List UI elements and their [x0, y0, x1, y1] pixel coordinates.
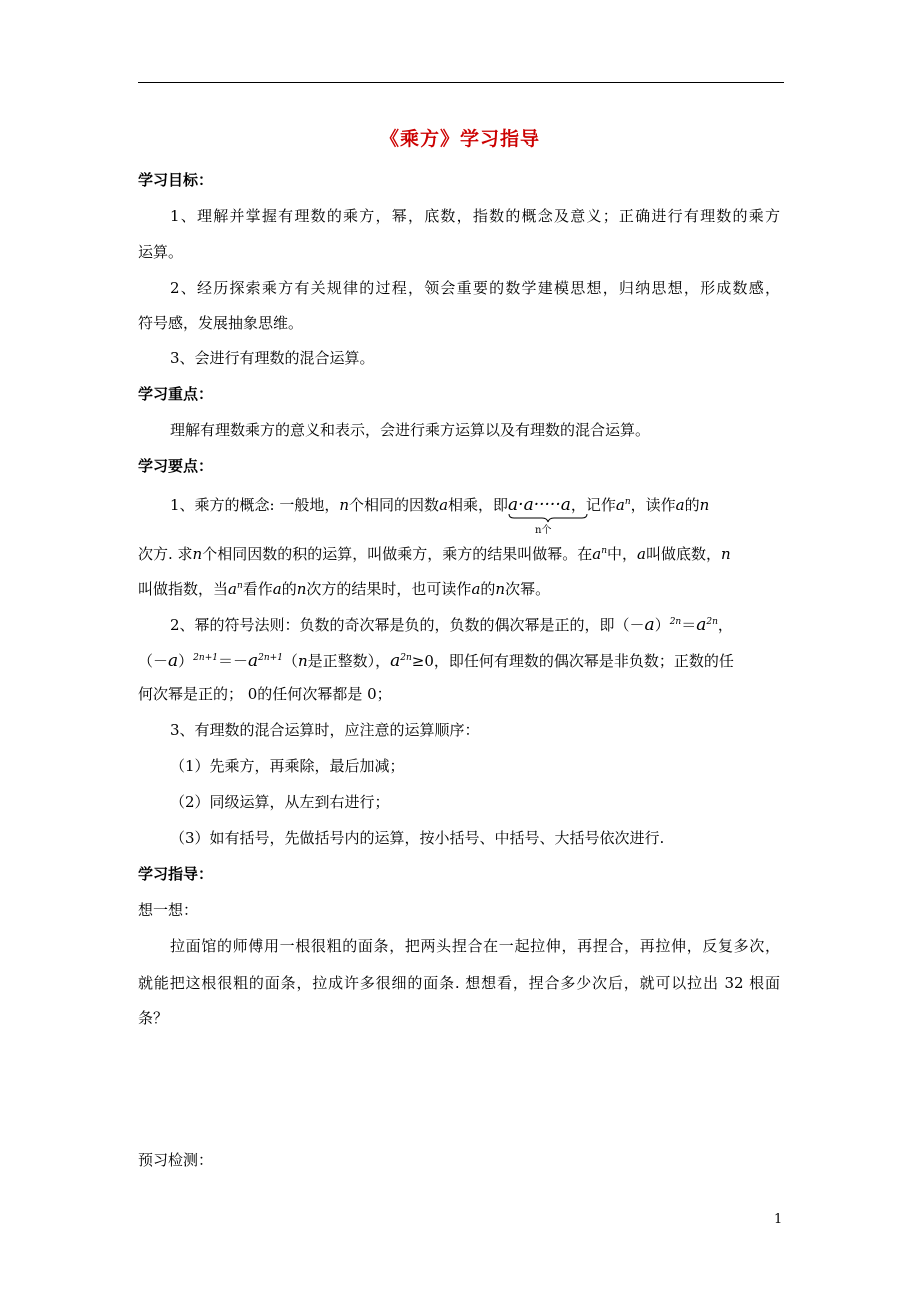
objective-1-line-2: 运算。: [138, 243, 184, 261]
text: ）: [178, 652, 194, 670]
text: ，读作: [630, 496, 676, 514]
var-n: n: [495, 580, 506, 598]
text: 2、幂的符号法则：负数的奇次幂是负的，负数的偶次幂是正的，即（－: [170, 616, 645, 634]
objective-2-line-1: 2、经历探索乘方有关规律的过程，领会重要的数学建模思想，归纳思想，形成数感，: [170, 279, 780, 297]
order-item-1: （1）先乘方，再乘除，最后加减；: [170, 757, 405, 775]
exponent: 2n+1: [193, 653, 218, 663]
var-n: n: [297, 652, 308, 670]
var-a: a: [615, 496, 625, 514]
product-expression: [508, 495, 571, 536]
var-a: a: [675, 496, 685, 514]
var-a: a: [390, 651, 401, 671]
text: 中，: [606, 545, 637, 563]
objective-1-line-1: 1、理解并掌握有理数的乘方，幂，底数，指数的概念及意义；正确进行有理数的乘方: [170, 207, 780, 225]
text: 的: [480, 580, 496, 598]
var-a: a: [471, 580, 481, 598]
objective-3: 3、会进行有理数的混合运算。: [170, 349, 375, 367]
text: ，记作: [570, 496, 616, 514]
key-points-heading: 学习重点：: [138, 385, 214, 403]
power-concept-line-2: [138, 541, 731, 564]
var-a: a: [637, 545, 646, 563]
var-n: n: [720, 545, 731, 563]
text: ，: [717, 616, 733, 634]
var-a: a: [439, 496, 449, 514]
var-n: n: [296, 580, 307, 598]
underbrace-label: n个: [535, 525, 552, 536]
key-points-text: 理解有理数乘方的意义和表示，会进行乘方运算以及有理数的混合运算。: [170, 421, 651, 439]
preview-test-label: 预习检测：: [138, 1151, 214, 1169]
objective-2-line-2: 符号感，发展抽象思维。: [138, 314, 304, 332]
order-item-3: （3）如有括号，先做括号内的运算，按小括号、中括号、大括号依次进行.: [170, 829, 665, 847]
exponent: 2n: [400, 653, 412, 663]
text: 次方. 求: [138, 545, 193, 563]
product-formula: a·a·····a: [508, 495, 571, 515]
guidance-heading: 学习指导：: [138, 865, 214, 883]
text: 的: [281, 580, 297, 598]
sign-rule-line-3: 何次幂是正的； 0的任何次幂都是 0；: [138, 685, 392, 703]
var-n: n: [192, 545, 203, 563]
text: 个相同因数的积的运算，叫做乘方，乘方的结果叫做幂。在: [202, 545, 593, 563]
var-a: a: [592, 545, 602, 563]
text: （－: [138, 652, 169, 670]
exponent: 2n+1: [258, 653, 283, 663]
think-label: 想一想：: [138, 901, 199, 919]
var-a: a: [644, 615, 655, 635]
var-a: a: [247, 651, 259, 671]
var-a: a: [168, 651, 179, 671]
exponent: 2n: [669, 617, 682, 627]
story-line-2: 就能把这根很粗的面条，拉成许多很细的面条. 想想看，捏合多少次后，就可以拉出 32 根面: [138, 974, 780, 992]
text: 次幂。: [505, 580, 551, 598]
text: 叫做指数，当: [138, 580, 229, 598]
text: 看作: [242, 580, 273, 598]
text: 相乘，即: [448, 496, 509, 514]
sign-rule-line-2: [138, 648, 734, 671]
text: ）: [654, 616, 670, 634]
exponent: 2n: [706, 617, 718, 627]
document-title: 《乘方》学习指导: [379, 128, 540, 150]
var-a: a: [696, 615, 707, 635]
text: ≥0，即任何有理数的偶次幂是非负数；正数的任: [411, 652, 734, 670]
story-line-3: 条？: [138, 1009, 169, 1027]
text: 个相同的因数: [349, 496, 440, 514]
exponent-n: n: [601, 546, 607, 556]
text: ＝: [681, 616, 697, 634]
essentials-heading: 学习要点：: [138, 457, 214, 475]
sign-rule-line-1: [170, 612, 733, 635]
power-concept-line-1: [170, 492, 710, 536]
var-n: n: [339, 496, 350, 514]
order-item-2: （2）同级运算，从左到右进行；: [170, 793, 390, 811]
power-concept-line-3: [138, 576, 550, 599]
exponent-n: n: [624, 497, 631, 507]
text: 次方的结果时，也可读作: [306, 580, 472, 598]
text: 是正整数），: [307, 652, 391, 670]
var-a: a: [228, 580, 237, 598]
var-a: a: [272, 580, 282, 598]
exponent-n: n: [236, 581, 243, 591]
text: 叫做底数，: [645, 545, 721, 563]
objectives-heading: 学习目标：: [138, 171, 214, 189]
text: ＝－: [217, 652, 248, 670]
text: 1、乘方的概念: 一般地，: [170, 496, 340, 514]
var-n: n: [699, 496, 710, 514]
mixed-operations-rule: 3、有理数的混合运算时，应注意的运算顺序：: [170, 721, 480, 739]
page-number: 1: [774, 1212, 783, 1227]
text: （: [282, 652, 298, 670]
story-line-1: 拉面馆的师傅用一根很粗的面条，把两头捏合在一起拉伸，再捏合，再拉伸，反复多次，: [170, 937, 780, 955]
text: 的: [684, 496, 700, 514]
header-rule: [138, 82, 784, 83]
